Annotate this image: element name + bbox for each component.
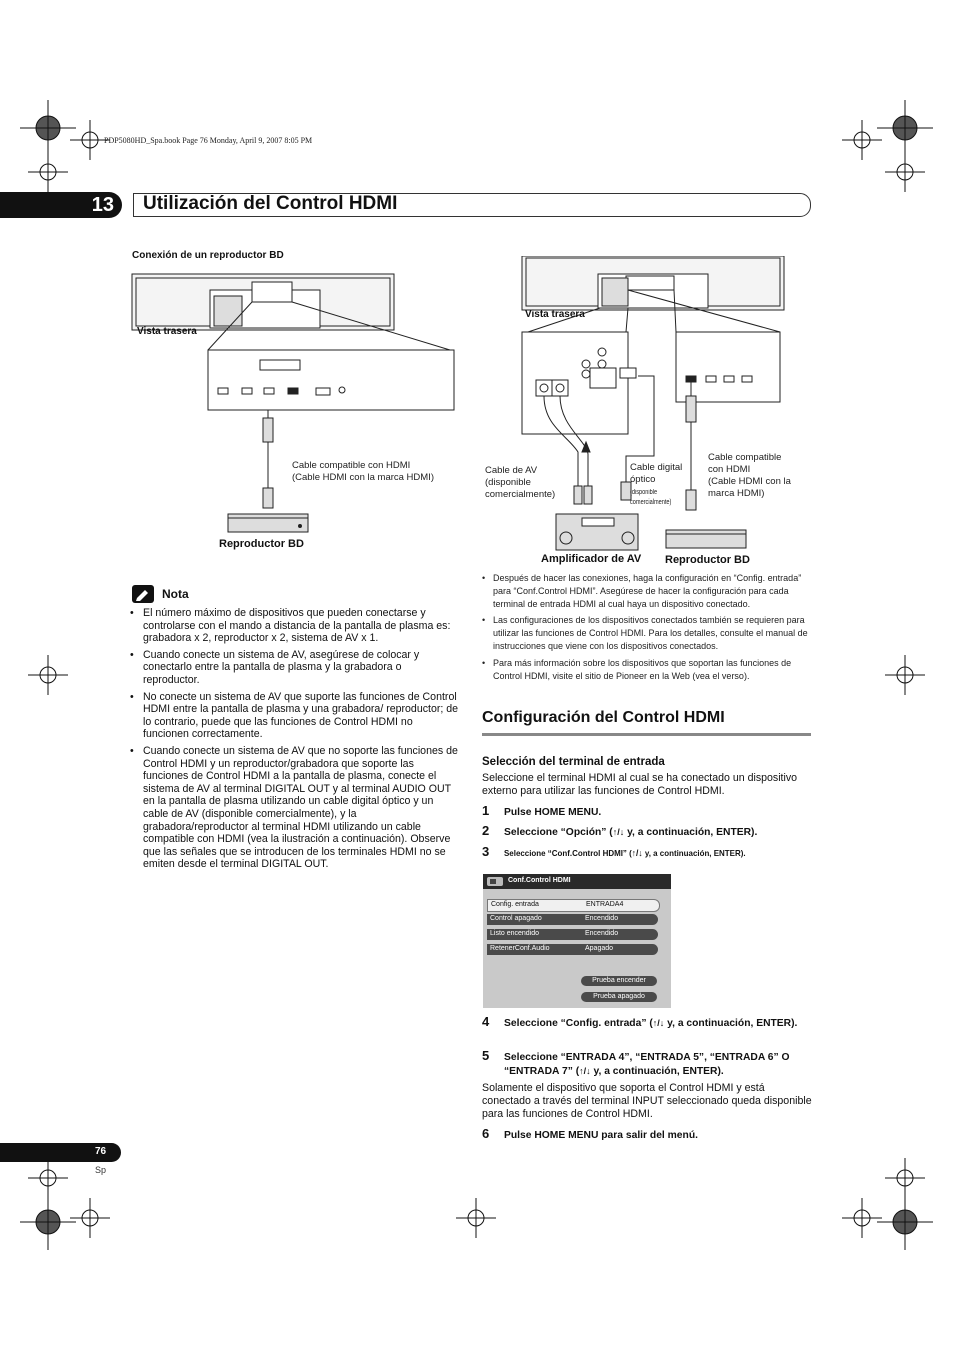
- osd-title-bar: [483, 874, 671, 889]
- step-5: 5 Seleccione “ENTRADA 4”, “ENTRADA 5”, “ENTRADA 6” O “ENTRADA 7” (↑/↓ y, a continuación, ENTER).: [482, 1048, 790, 1077]
- osd-row-config-entrada[interactable]: Config. entrada ENTRADA4: [487, 899, 660, 912]
- up-down-arrow-icon: ↑/↓: [631, 848, 643, 858]
- list-item: • Cuando conecte un sistema de AV que no soporte las funciones de Control HDMI y un reproductor/grabadora que soporte las funciones de Control HDMI a la pantalla de plasma, conecte el sistema de AV al terminal DIGITAL OUT y al terminal AUDIO OUT en la pantalla de plasma utilizando un cable digital óptico y un cable de AV (disponible comercialmente), y la grabadora/reproductor al terminal HDMI utilizando un cable compatible con HDMI (vea la ilustración a continuación). Observe que las señales que se introducen de los terminales HDMI no se emiten desde el terminal DIGITAL OUT.: [130, 745, 460, 871]
- osd-row-listo-encendido[interactable]: Listo encendido Encendido: [487, 929, 658, 940]
- step-6: 6 Pulse HOME MENU para salir del menú.: [482, 1126, 698, 1141]
- test-power-on-button[interactable]: Prueba encender: [581, 976, 657, 986]
- list-item: • Después de hacer las conexiones, haga la configuración en “Config. entrada” para “Conf.Control HDMI”. Asegúrese de hacer la configuración para cada terminal de entrada HDMI al cual haya un dispositivo conectado.: [482, 572, 812, 610]
- note-icon: [132, 585, 154, 603]
- chapter-tab: [0, 192, 122, 218]
- osd-row-control-apagado[interactable]: Control apagado Encendido: [487, 914, 658, 925]
- hdmi-cable-label-right: Cable compatible con HDMI (Cable HDMI con la marca HDMI): [708, 452, 791, 499]
- osd-menu-screen: [483, 874, 671, 1008]
- step-2: 2 Seleccione “Opción” (↑/↓ y, a continuación, ENTER).: [482, 823, 758, 838]
- file-header: PDP5080HD_Spa.book Page 76 Monday, April 9, 2007 8:05 PM: [104, 136, 313, 145]
- chapter-title: Utilización del Control HDMI: [143, 193, 398, 214]
- rear-view-label: Vista trasera: [137, 326, 197, 337]
- up-down-arrow-icon: ↑/↓: [612, 827, 625, 837]
- test-power-off-button[interactable]: Prueba apagado: [581, 992, 657, 1002]
- list-item: • No conecte un sistema de AV que suporte las funciones de Control HDMI entre la pantalla de plasma y una grabadora/ reproductor; de lo contrario, puede que las funciones de Control HDMI no funcionen correctamente.: [130, 691, 460, 741]
- list-item: • Para más información sobre los dispositivos que soportan las funciones de Control HDMI, visite el sitio de Pioneer en la Web (vea el verso).: [482, 657, 812, 683]
- list-item: • Las configuraciones de los dispositivos conectados también se requieren para utilizar las funciones de Control HDMI. Para los detalles, consulte el manual de instrucciones que viene con los dispositivos conectados.: [482, 614, 812, 652]
- section-title: Configuración del Control HDMI: [482, 709, 725, 726]
- list-item: • El número máximo de dispositivos que pueden conectarse y controlarse con el mando a distancia de la pantalla de plasma es: grabadora x 2, reproductor x 2, sistema de AV x 1.: [130, 607, 460, 645]
- step-4: 4 Seleccione “Config. entrada” (↑/↓ y, a continuación, ENTER).: [482, 1014, 798, 1029]
- up-down-arrow-icon: ↑/↓: [652, 1018, 665, 1028]
- optical-cable-label: Cable digital óptico: [630, 462, 683, 485]
- step-5-result: Solamente el dispositivo que soporta el Control HDMI y está conectado a través del terminal INPUT seleccionado queda disponible para las funciones de Control HDMI.: [482, 1082, 812, 1120]
- av-cable-label: Cable de AV (disponible comercialmente): [485, 465, 556, 500]
- hdmi-cable-label: Cable compatible con HDMI (Cable HDMI con la marca HDMI): [292, 460, 434, 483]
- av-amplifier-label: Amplificador de AV: [541, 553, 642, 565]
- osd-title: Conf.Control HDMI: [508, 877, 571, 884]
- section-intro: Seleccione el terminal HDMI al cual se ha conectado un dispositivo externo para utilizar las funciones de Control HDMI.: [482, 772, 798, 797]
- up-down-arrow-icon: ↑/↓: [579, 1065, 591, 1076]
- menu-icon: [487, 877, 503, 886]
- note-list: [130, 607, 460, 875]
- optical-cable-note: (disponible comercialmente): [630, 489, 672, 506]
- note-title: Nota: [162, 587, 189, 601]
- rear-view-label-right: Vista trasera: [525, 309, 585, 320]
- step-3: 3 Seleccione “Conf.Control HDMI” (↑/↓ y, a continuación, ENTER).: [482, 844, 746, 859]
- subsection-title: Selección del terminal de entrada: [482, 756, 665, 768]
- right-connection-diagram: [478, 256, 814, 556]
- left-connection-diagram: [130, 270, 470, 540]
- right-notes-list: [482, 572, 812, 686]
- list-item: • Cuando conecte un sistema de AV, asegúrese de colocar y conectarlo entre la pantalla de plasma y la grabadora o reproductor.: [130, 649, 460, 687]
- page-number: 76: [95, 1146, 107, 1157]
- page-language: Sp: [95, 1165, 107, 1175]
- step-1: 1 Pulse HOME MENU.: [482, 803, 602, 818]
- bd-player-label: Reproductor BD: [219, 538, 304, 550]
- chapter-number: 13: [91, 194, 114, 216]
- bd-player-label-right: Reproductor BD: [665, 554, 750, 566]
- osd-row-retener-audio[interactable]: RetenerConf.Audio Apagado: [487, 944, 658, 955]
- section-rule: [482, 733, 811, 736]
- diagram-title: Conexión de un reproductor BD: [132, 250, 284, 261]
